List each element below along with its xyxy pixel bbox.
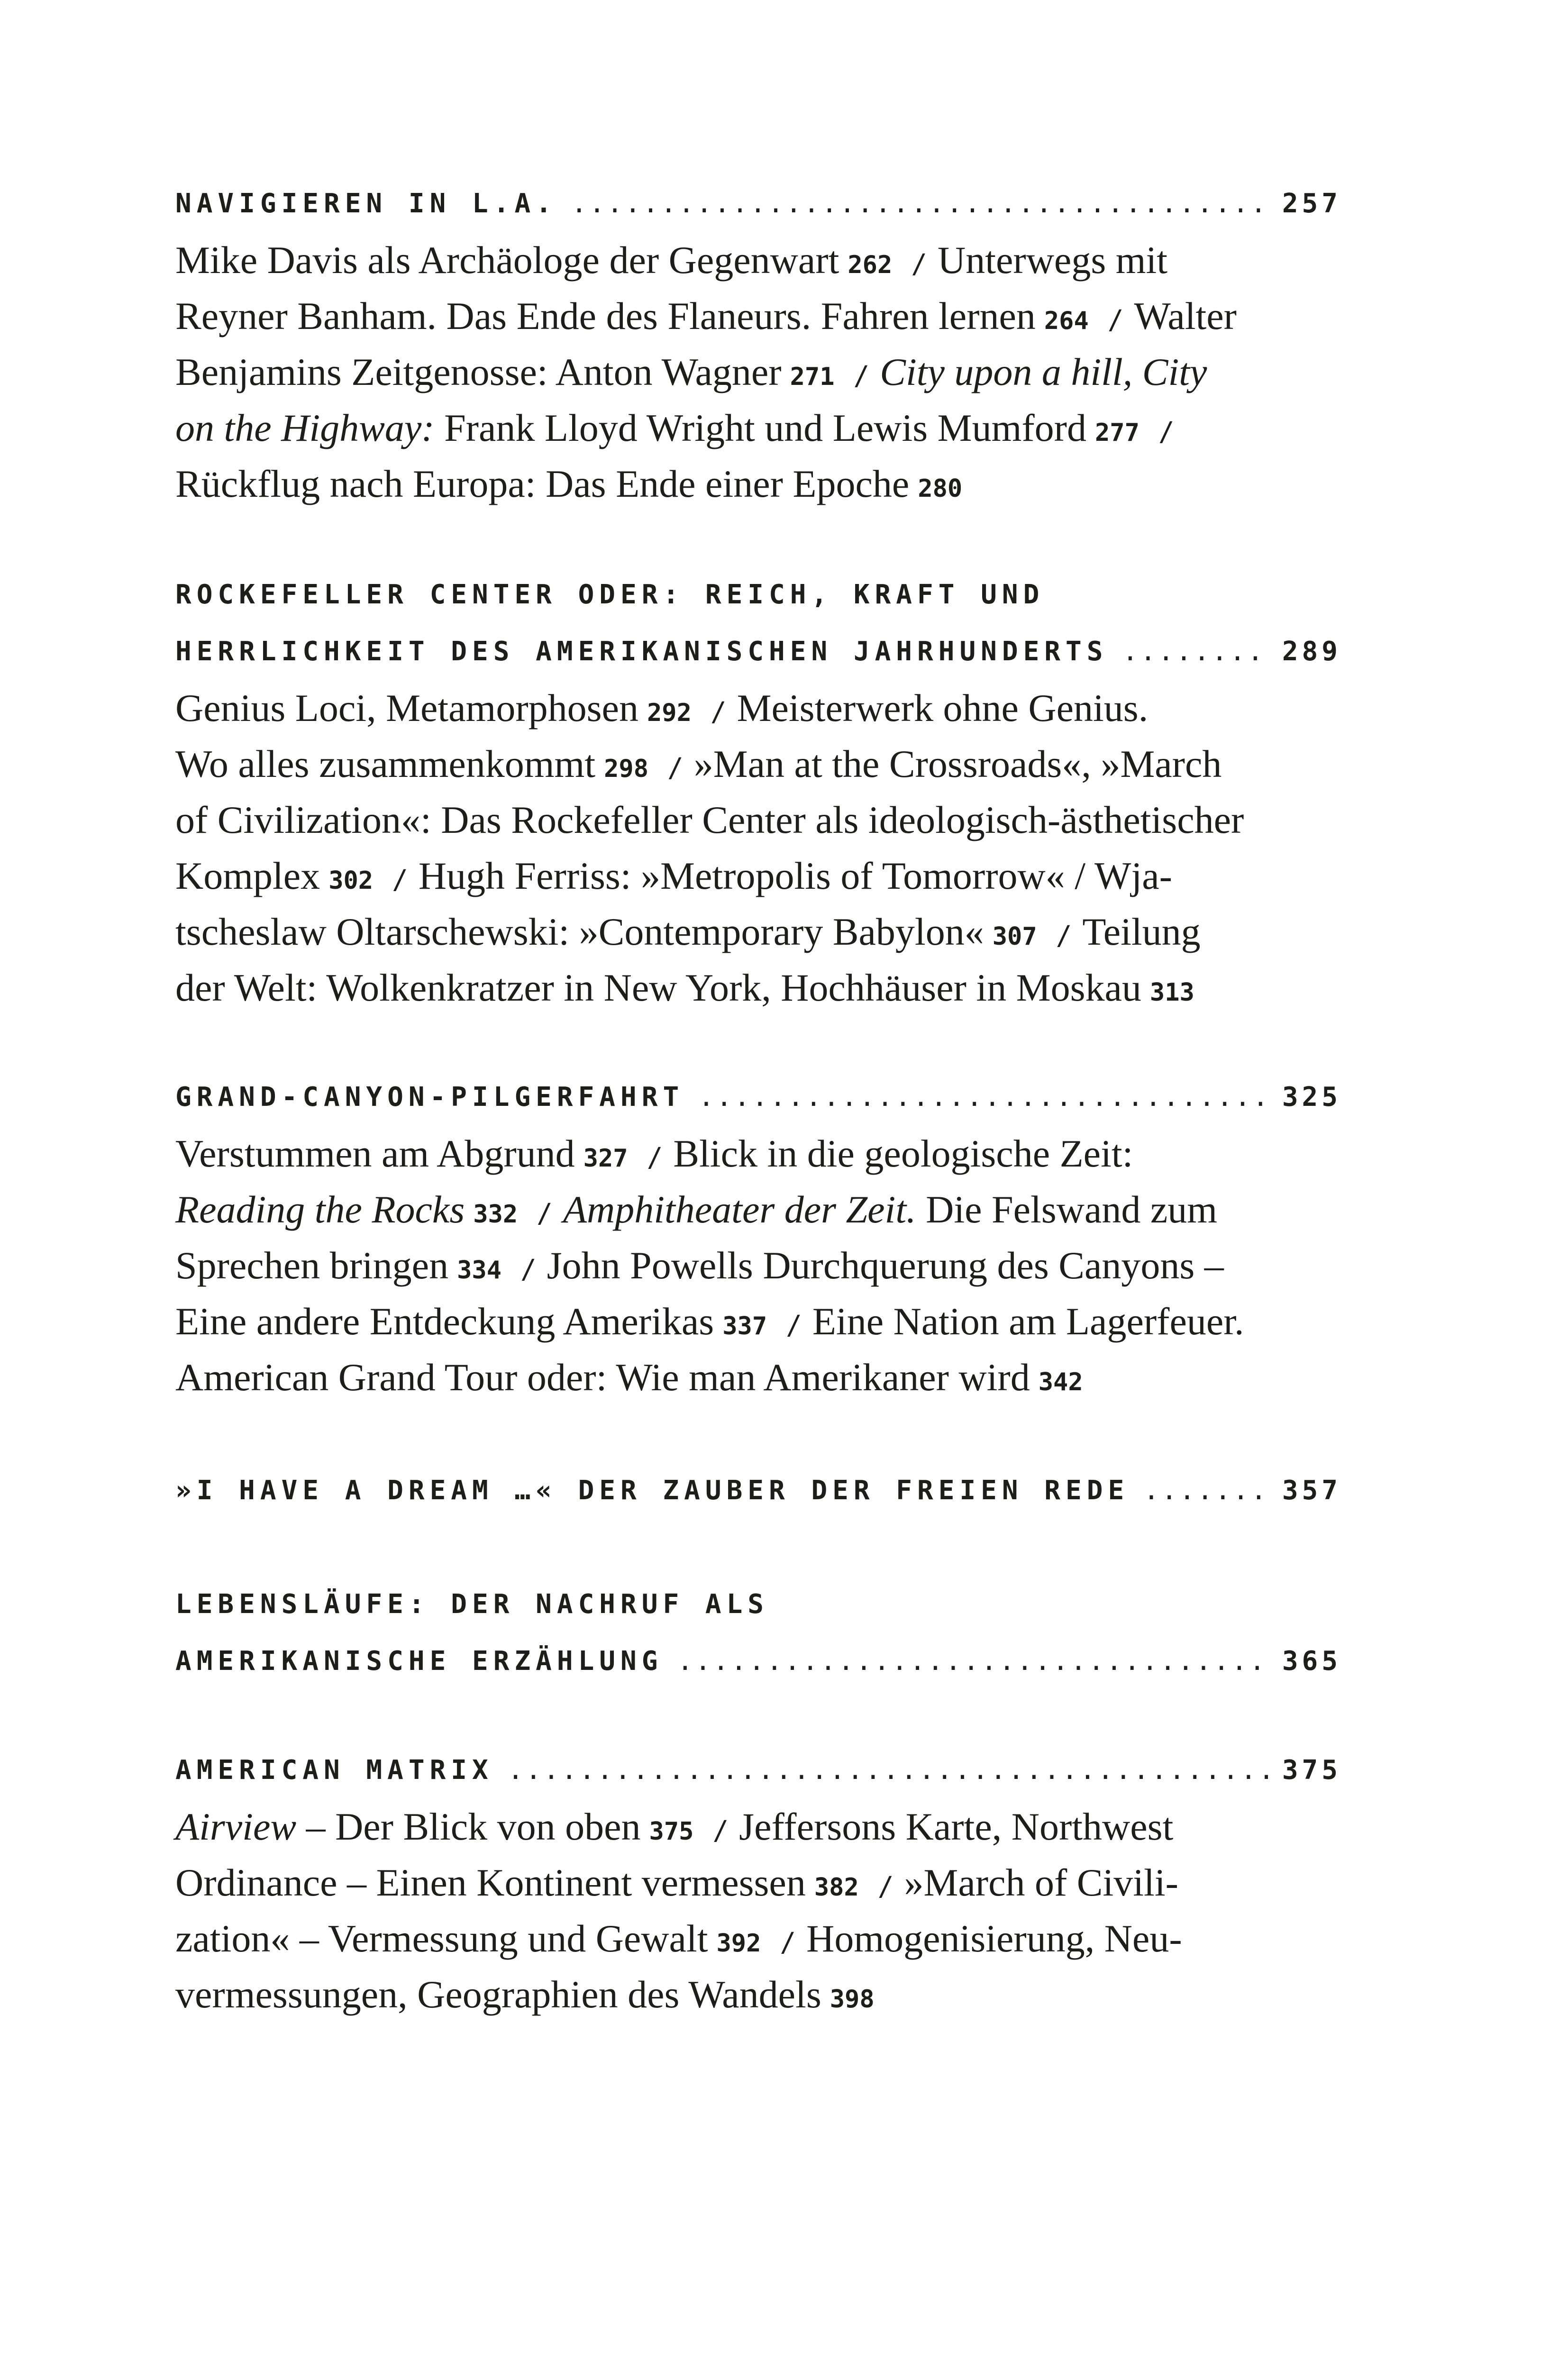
summary-line [175,344,1341,400]
summary-italic-text: Airview [175,1805,297,1848]
summary-text: vermessungen, Geographien des Wandels [175,1973,821,2016]
subsection-page-number: 262 [848,251,893,279]
subsection-page-number: 302 [328,866,374,895]
page-number: 289 [1282,636,1341,667]
subsection-page-number: 264 [1044,307,1089,335]
summary-line [175,680,1341,736]
summary-text: Genius Loci, Metamorphosen [175,686,638,729]
separator-slash: / [537,1198,553,1229]
chapter-title-line [175,1576,1341,1633]
summary-text: Blick in die geologische Zeit: [673,1132,1133,1175]
summary-text: Verstummen am Abgrund [175,1132,575,1175]
chapter-summary [175,1126,1341,1405]
toc-entry-heading [175,1742,1341,1799]
summary-line [175,1967,1341,2023]
chapter-title-first-line: LEBENSLÄUFE: DER NACHRUF ALS [175,1589,769,1620]
toc-section [175,1462,1341,1519]
separator-slash: / [877,1871,894,1902]
summary-text: Unterwegs mit [938,238,1168,282]
toc-entry-heading [175,1069,1341,1126]
separator-slash: / [667,753,684,784]
summary-text: Reyner Banham. Das Ende des Flaneurs. Fahren lernen [175,294,1036,337]
summary-line [175,400,1341,456]
summary-text: Mike Davis als Archäologe der Gegenwart [175,238,839,282]
subsection-page-number: 298 [604,755,649,783]
summary-line [175,1855,1341,1911]
subsection-page-number: 342 [1038,1368,1083,1396]
summary-line [175,288,1341,344]
separator-slash: / [392,865,408,895]
separator-slash: / [647,1142,663,1173]
toc-section [175,1742,1341,2023]
chapter-title: NAVIGIEREN IN L.A. [175,188,557,219]
summary-line [175,456,1341,512]
summary-text: Komplex [175,854,320,897]
separator-slash: / [1056,921,1072,951]
summary-text: zation« – Vermessung und Gewalt [175,1917,708,1960]
summary-text: Teilung [1082,910,1201,953]
toc-entry-heading [175,175,1341,232]
summary-line [175,960,1341,1016]
subsection-page-number: 392 [716,1929,761,1958]
summary-line [175,1799,1341,1855]
summary-text: Die Felswand zum [916,1188,1218,1231]
subsection-page-number: 398 [830,1985,875,2014]
chapter-title: »I HAVE A DREAM …« DER ZAUBER DER FREIEN REDE [175,1475,1130,1506]
summary-text: der Welt: Wolkenkratzer in New York, Hochhäuser in Moskau [175,966,1141,1009]
summary-text: of Civilization«: Das Rockefeller Center als ideologisch-ästhetischer [175,798,1244,841]
subsection-page-number: 375 [649,1817,694,1846]
summary-line [175,1294,1341,1349]
summary-text: »Man at the Crossroads«, »March [693,742,1222,785]
summary-text: Homogenisierung, Neu- [806,1917,1182,1960]
summary-line [175,736,1341,792]
toc-section [175,1069,1341,1405]
summary-text: Walter [1134,294,1237,337]
subsection-page-number: 307 [992,922,1037,951]
separator-slash: / [712,1815,729,1846]
subsection-page-number: 334 [457,1256,502,1285]
chapter-summary [175,232,1341,512]
summary-text: tscheslaw Oltarschewski: »Contemporary Babylon« [175,910,984,953]
summary-line [175,1238,1341,1294]
chapter-summary [175,1799,1341,2023]
summary-text: – Der Blick von oben [296,1805,641,1848]
subsection-page-number: 382 [814,1873,859,1902]
summary-text: Meisterwerk ohne Genius. [737,686,1149,729]
chapter-title: AMERIKANISCHE ERZÄHLUNG [175,1646,663,1677]
page-number: 375 [1282,1755,1341,1786]
summary-text: Jeffersons Karte, Northwest [739,1805,1174,1848]
toc-section [175,566,1341,1016]
summary-text: Wo alles zusammenkommt [175,742,596,785]
summary-text: Rückflug nach Europa: Das Ende einer Epoche [175,462,910,505]
summary-line [175,232,1341,288]
separator-slash: / [1107,305,1124,336]
chapter-title-first-line: ROCKEFELLER CENTER ODER: REICH, KRAFT UND [175,579,1045,610]
page-number: 357 [1282,1475,1341,1506]
summary-line [175,1911,1341,1967]
separator-slash: / [853,361,870,392]
toc-entry-heading [175,623,1341,680]
leader-dots [508,1742,1268,1799]
separator-slash: / [780,1927,796,1958]
subsection-page-number: 271 [790,363,835,391]
leader-dots [698,1069,1268,1126]
subsection-page-number: 292 [647,699,692,727]
chapter-title: AMERICAN MATRIX [175,1755,493,1786]
toc-section [175,1576,1341,1690]
chapter-title-line [175,566,1341,623]
summary-italic-text: Reading the Rocks [175,1188,465,1231]
page-number: 257 [1282,188,1341,219]
leader-dots [571,175,1268,232]
summary-text: Benjamins Zeitgenosse: Anton Wagner [175,350,782,393]
summary-text: John Powells Durchquerung des Canyons – [547,1244,1224,1287]
summary-text: American Grand Tour oder: Wie man Amerikaner wird [175,1356,1030,1399]
page-number: 365 [1282,1646,1341,1677]
separator-slash: / [1158,417,1175,447]
summary-line [175,1182,1341,1238]
toc-entry-heading [175,1462,1341,1519]
summary-text: »March of Civili- [904,1861,1178,1904]
chapter-title: HERRLICHKEIT DES AMERIKANISCHEN JAHRHUNDERTS [175,636,1108,667]
chapter-title: GRAND-CANYON-PILGERFAHRT [175,1082,684,1112]
summary-italic-text: City upon a hill, City [880,350,1207,393]
summary-line [175,1349,1341,1405]
leader-dots [1143,1462,1268,1519]
subsection-page-number: 327 [583,1144,628,1173]
chapter-summary [175,680,1341,1016]
summary-text: Ordinance – Einen Kontinent vermessen [175,1861,806,1904]
toc-section [175,175,1341,512]
summary-italic-text: on the Highway: [175,406,435,449]
separator-slash: / [520,1254,537,1285]
subsection-page-number: 280 [918,474,963,503]
summary-italic-text: Amphitheater der Zeit. [563,1188,916,1231]
summary-line [175,904,1341,960]
leader-dots [1122,623,1267,680]
summary-line [175,792,1341,848]
summary-text: Hugh Ferriss: »Metropolis of Tomorrow« / Wja- [418,854,1172,897]
separator-slash: / [786,1310,802,1341]
leader-dots [677,1633,1267,1690]
subsection-page-number: 332 [473,1200,518,1229]
subsection-page-number: 337 [722,1312,767,1340]
summary-text: Eine Nation am Lagerfeuer. [812,1300,1244,1343]
summary-line [175,1126,1341,1182]
summary-line [175,848,1341,904]
summary-text: Sprechen bringen [175,1244,449,1287]
summary-text: Frank Lloyd Wright und Lewis Mumford [434,406,1086,449]
subsection-page-number: 277 [1094,419,1140,447]
separator-slash: / [710,697,727,728]
separator-slash: / [911,249,928,280]
toc-entry-heading [175,1633,1341,1690]
page-number: 325 [1282,1082,1341,1112]
summary-text: Eine andere Entdeckung Amerikas [175,1300,714,1343]
subsection-page-number: 313 [1149,978,1194,1007]
